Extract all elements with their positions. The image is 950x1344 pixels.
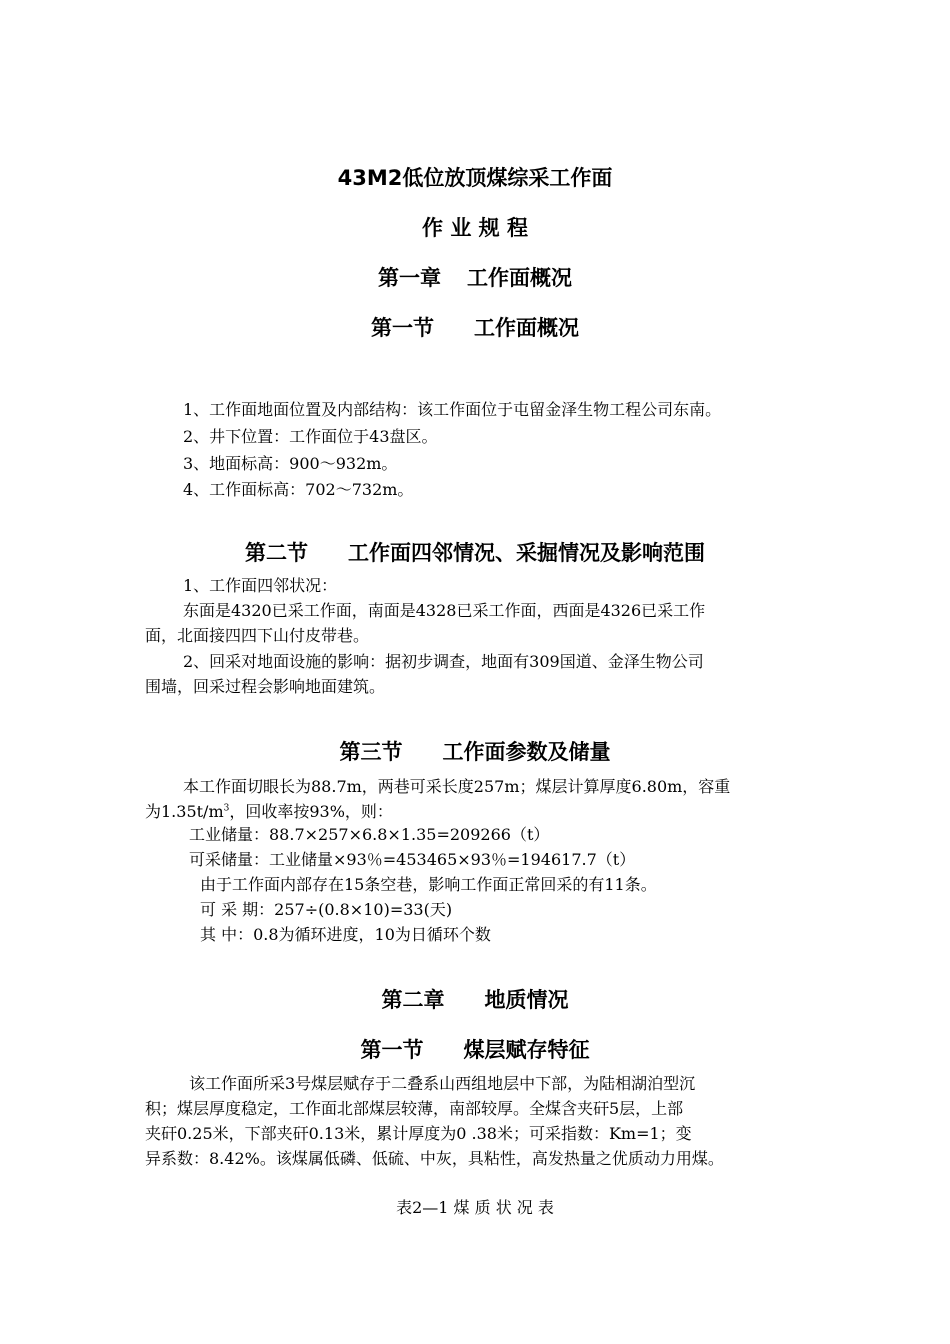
paragraph-line: 夹矸0.25米，下部夹矸0.13米，累计厚度为0 .38米；可采指数：Km=1；变 [145, 1124, 692, 1143]
line-part: ，回收率按93%，则： [229, 802, 393, 821]
chapter-2-label: 第二章 [381, 988, 445, 1012]
paragraph-line: 其 中：0.8为循环进度，10为日循环个数 [200, 925, 491, 944]
section-2-1-heading [0, 1034, 950, 1064]
paragraph-line: 2、井下位置：工作面位于43盘区。 [183, 427, 438, 446]
paragraph-line: 工业储量：88.7×257×6.8×1.35=209266（t） [189, 825, 550, 844]
section-title: 工作面参数及储量 [442, 740, 611, 764]
paragraph-line: 该工作面所采3号煤层赋存于二叠系山西组地层中下部，为陆相湖泊型沉 [189, 1074, 696, 1093]
section-1-3-heading [0, 736, 950, 766]
paragraph-line [145, 800, 393, 824]
document-subtitle: 作 业 规 程 [422, 216, 528, 240]
chapter-1-heading [0, 262, 950, 292]
paragraph-line: 由于工作面内部存在15条空巷，影响工作面正常回采的有11条。 [200, 875, 657, 894]
chapter-2-title: 地质情况 [484, 988, 569, 1012]
paragraph-line: 异系数：8.42%。该煤属低磷、低硫、中灰，具粘性，高发热量之优质动力用煤。 [145, 1149, 724, 1168]
chapter-1-label: 第一章 [378, 266, 441, 290]
paragraph-line: 围墙，回采过程会影响地面建筑。 [145, 677, 386, 696]
paragraph-line: 面，北面接四四下山付皮带巷。 [145, 626, 370, 645]
paragraph-line: 1、工作面地面位置及内部结构：该工作面位于屯留金泽生物工程公司东南。 [183, 400, 722, 419]
paragraph-line: 3、地面标高：900～932m。 [183, 454, 398, 473]
paragraph-line: 1、工作面四邻状况： [183, 576, 338, 595]
document-title: 43M2低位放顶煤综采工作面 [337, 166, 613, 190]
section-title: 工作面四邻情况、采掘情况及影响范围 [348, 541, 705, 565]
paragraph-line: 积；煤层厚度稳定，工作面北部煤层较薄，南部较厚。全煤含夹矸5层，上部 [145, 1099, 684, 1118]
paragraph-line: 本工作面切眼长为88.7m，两巷可采长度257m；煤层计算厚度6.80m，容重 [183, 777, 731, 796]
superscript: 3 [223, 803, 230, 814]
section-1-1-heading [0, 312, 950, 342]
paragraph-line: 可采储量：工业储量×93％=453465×93％=194617.7（t） [189, 850, 636, 869]
line-part: 为1.35t/m [145, 802, 224, 821]
section-title: 工作面概况 [474, 316, 579, 340]
paragraph-line: 2、回采对地面设施的影响：据初步调查，地面有309国道、金泽生物公司 [183, 652, 704, 671]
paragraph-line: 东面是4320已采工作面，南面是4328已采工作面，西面是4326已采工作 [183, 601, 706, 620]
section-title: 煤层赋存特征 [463, 1038, 590, 1062]
section-label: 第二节 [245, 541, 308, 565]
chapter-2-heading [0, 984, 950, 1014]
table-caption: 表2—1 煤 质 状 况 表 [396, 1198, 554, 1217]
paragraph-line: 可 采 期：257÷(0.8×10)=33(天) [200, 900, 453, 919]
section-label: 第一节 [360, 1038, 424, 1062]
chapter-1-title: 工作面概况 [467, 266, 572, 290]
section-label: 第三节 [339, 740, 403, 764]
paragraph-line: 4、工作面标高：702～732m。 [183, 480, 414, 499]
section-1-2-heading [0, 537, 950, 567]
section-label: 第一节 [371, 316, 434, 340]
